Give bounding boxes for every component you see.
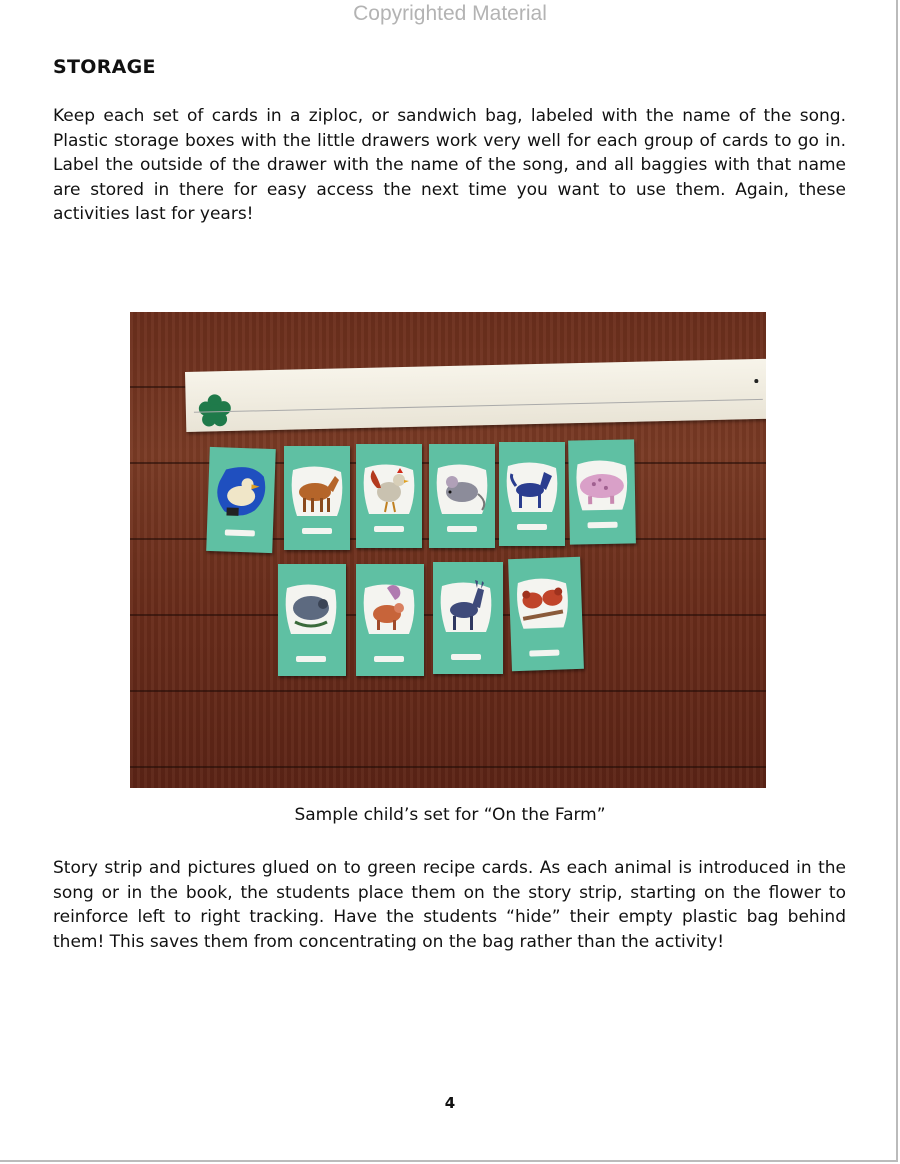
card-donkey	[433, 562, 503, 674]
cow-icon	[359, 578, 419, 642]
section-heading: STORAGE	[53, 56, 156, 78]
card-mouse	[429, 444, 495, 548]
card-horse	[284, 446, 350, 550]
card-label-tag	[588, 522, 618, 529]
donkey-icon	[436, 576, 496, 640]
strip-dot	[754, 379, 758, 383]
pig-icon	[571, 453, 632, 518]
sheep-icon	[281, 578, 341, 642]
story-strip-paragraph: Story strip and pictures glued on to green recipe cards. As each animal is introduced in the song or in the book, the students place them on the story strip, starting on the flower to reinforce left to right tracking. Have the students “hide” their empty plastic bag behind them! This saves them from concentrating on the bag rather than the activity!	[53, 858, 846, 952]
card-label-tag	[302, 528, 332, 534]
duck-icon	[210, 461, 272, 527]
card-label-tag	[451, 654, 481, 660]
photo-caption: Sample child’s set for “On the Farm”	[294, 805, 606, 825]
hens-icon	[512, 571, 574, 637]
card-pig	[568, 439, 636, 544]
card-dog	[499, 442, 565, 546]
card-label-tag	[374, 526, 404, 532]
card-label-tag	[225, 529, 255, 536]
mouse-icon	[432, 458, 492, 522]
card-label-tag	[529, 650, 559, 657]
card-label-tag	[296, 656, 326, 662]
page-number: 4	[444, 1094, 456, 1112]
strip-line	[194, 399, 763, 413]
dog-icon	[502, 456, 562, 520]
horse-icon	[287, 460, 347, 524]
card-sheep	[278, 564, 346, 676]
card-label-tag	[447, 526, 477, 532]
card-cow	[356, 564, 424, 676]
card-rooster	[356, 444, 422, 548]
watermark: Copyrighted Material	[353, 2, 547, 25]
story-strip	[185, 359, 766, 432]
card-label-tag	[517, 524, 547, 530]
rooster-icon	[359, 458, 419, 522]
card-duck	[206, 447, 276, 553]
sample-set-photo	[130, 312, 766, 788]
card-hens	[508, 557, 584, 671]
card-label-tag	[374, 656, 404, 662]
storage-paragraph: Keep each set of cards in a ziploc, or sandwich bag, labeled with the name of the song. Plastic storage boxes with the little drawers work very well for each group of cards to go in. Label the outside of the drawer with the name of the song, and all baggies with that name are stored in there for easy access the next time you want to use them. Again, these activities last for years!	[53, 106, 846, 224]
